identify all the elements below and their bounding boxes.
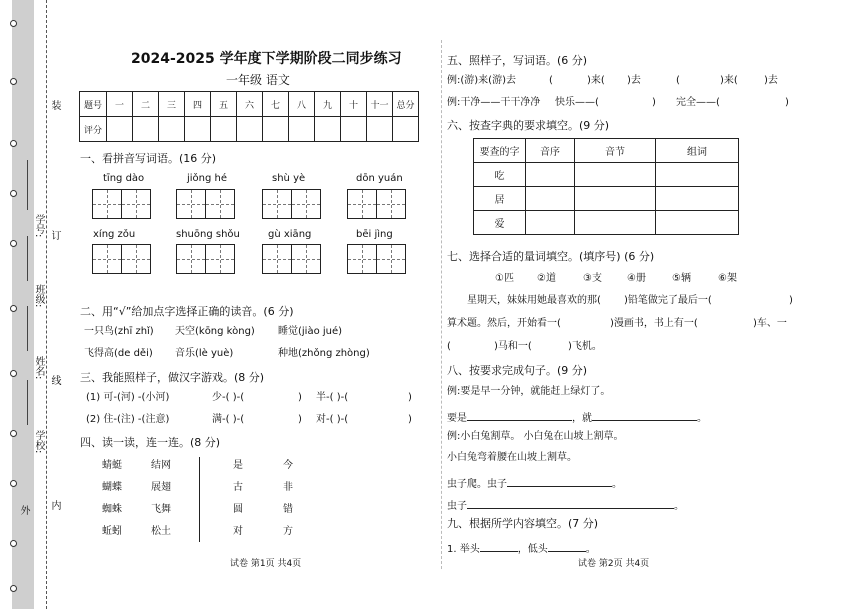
writing-box-pair[interactable] (262, 189, 320, 219)
seal-char: 装 (49, 100, 60, 110)
reading-choice[interactable]: 种地(zhǒng zhòng) (278, 348, 370, 359)
seal-char: 内 (49, 500, 60, 510)
passage-text: 算术题。然后，开始看一( (447, 318, 561, 329)
pinyin-label: dōn yuán (356, 173, 403, 184)
score-input-cell[interactable] (289, 117, 315, 142)
section2-heading: 二、用“√”给加点字选择正确的读音。(6 分) (80, 305, 294, 318)
dict-input-cell[interactable] (656, 163, 739, 187)
section8-heading: 八、按要求完成句子。(9 分) (447, 364, 588, 377)
example-word: 例:干净——干干净净 (447, 97, 541, 108)
reading-choice[interactable]: 一只鸟(zhī zhǐ) (84, 326, 154, 337)
page-footer-right: 试卷 第2页 共4页 (578, 559, 650, 569)
score-header-cell: 总分 (393, 92, 419, 117)
answer-line[interactable] (467, 496, 674, 509)
sentence-fill-prefix: 要是 (447, 413, 467, 424)
writing-box-pair[interactable] (176, 244, 234, 274)
passage-text[interactable]: )车、一 (753, 318, 787, 329)
dict-col-header: 要查的字 (474, 139, 526, 163)
score-table (79, 91, 419, 142)
school-label: 学校: (33, 430, 44, 454)
answer-line[interactable] (507, 474, 612, 487)
char-game-blank-close: ) (408, 392, 412, 403)
cut-line (46, 0, 47, 609)
match-divider (199, 457, 200, 542)
pinyin-label: tīng dào (103, 173, 145, 184)
blank-close[interactable]: )去 (627, 75, 641, 86)
passage-text[interactable]: )马和一( (494, 341, 532, 352)
dict-input-cell[interactable] (575, 163, 656, 187)
match-left-word[interactable]: 蝴蝶 (102, 482, 122, 493)
sentence-fill[interactable] (447, 474, 622, 491)
blank-open[interactable]: 快乐——( (555, 97, 599, 108)
score-input-cell[interactable] (107, 117, 133, 142)
char-game-blank-close: ) (408, 414, 412, 425)
writing-box-pair[interactable] (92, 244, 150, 274)
class-label: 班级: (33, 284, 44, 308)
score-header-cell: 九 (315, 92, 341, 117)
char-game-blank[interactable]: 满-( )-( (212, 414, 245, 425)
score-input-cell[interactable] (393, 117, 419, 142)
dict-input-cell[interactable] (575, 211, 656, 235)
student-id-line (27, 160, 28, 210)
student-id-label: 学号: (33, 214, 44, 238)
match-right-word[interactable]: 飞舞 (151, 504, 171, 515)
binding-hole (10, 430, 17, 437)
pinyin-label: xíng zǒu (93, 229, 136, 240)
binding-hole (10, 20, 17, 27)
page-subtitle: 一年级 语文 (226, 73, 290, 87)
score-header-cell: 三 (159, 92, 185, 117)
antonym-left-char[interactable]: 古 (233, 482, 243, 493)
school-line (27, 380, 28, 425)
match-left-word[interactable]: 蚯蚓 (102, 526, 122, 537)
char-game-blank[interactable]: 少-( )-( (212, 392, 245, 403)
example-word: 例:(游)来(游)去 (447, 75, 516, 86)
sentence-fill-end: 。 (612, 479, 622, 490)
antonym-right-char[interactable]: 方 (283, 526, 293, 537)
section7-heading: 七、选择合适的量词填空。(填序号) (6 分) (447, 250, 655, 263)
sentence-fill-prefix: 虫子爬。虫子 (447, 479, 507, 490)
char-game-blank[interactable]: 对-( )-( (316, 414, 349, 425)
binding-margin (0, 0, 62, 609)
binding-hole (10, 480, 17, 487)
measure-word-option: ⑥架 (718, 273, 737, 284)
score-header-cell: 一 (107, 92, 133, 117)
answer-line[interactable] (467, 408, 572, 421)
dict-input-cell[interactable] (526, 187, 575, 211)
blank-open[interactable]: ( (676, 75, 680, 86)
score-input-cell[interactable] (211, 117, 237, 142)
dict-input-cell[interactable] (526, 163, 575, 187)
reading-choice[interactable]: 睡觉(jiào jué) (278, 326, 343, 337)
dict-input-cell[interactable] (575, 187, 656, 211)
seal-char: 线 (49, 375, 60, 385)
match-right-word[interactable]: 结网 (151, 460, 171, 471)
antonym-left-char[interactable]: 圆 (233, 504, 243, 515)
blank-close[interactable]: )去 (764, 75, 778, 86)
passage-text: 星期天，妹妹用她最喜欢的那( (467, 295, 601, 306)
dict-char: 居 (474, 187, 526, 211)
dict-col-header: 音序 (526, 139, 575, 163)
dict-input-cell[interactable] (656, 187, 739, 211)
writing-box-pair[interactable] (347, 189, 405, 219)
writing-box-pair[interactable] (347, 244, 405, 274)
score-header-cell: 四 (185, 92, 211, 117)
page-footer-left: 试卷 第1页 共4页 (230, 559, 302, 569)
name-line (27, 306, 28, 351)
measure-word-option: ⑤辆 (672, 273, 691, 284)
dict-char: 爱 (474, 211, 526, 235)
section6-heading: 六、按查字典的要求填空。(9 分) (447, 119, 610, 132)
example-sentence: 小白兔弯着腰在山坡上割草。 (447, 452, 577, 463)
char-game-example: (2) 住-(注) -(注意) (86, 414, 170, 425)
sentence-fill[interactable] (447, 496, 684, 513)
binding-hole (10, 190, 17, 197)
score-input-cell[interactable] (133, 117, 159, 142)
blank-mid[interactable]: )来( (720, 75, 738, 86)
section5-heading: 五、照样子，写词语。(6 分) (447, 54, 588, 67)
measure-word-option: ③支 (583, 273, 602, 284)
binding-hole (10, 78, 17, 85)
class-line (27, 236, 28, 281)
score-header-cell: 六 (237, 92, 263, 117)
reading-choice[interactable]: 音乐(lè yuè) (175, 348, 234, 359)
antonym-right-char[interactable]: 今 (283, 460, 293, 471)
measure-word-option: ①匹 (495, 273, 514, 284)
passage-text[interactable]: )飞机。 (568, 341, 602, 352)
sentence-fill-end: 。 (697, 413, 707, 424)
binding-hole (10, 370, 17, 377)
antonym-right-char[interactable]: 错 (283, 504, 293, 515)
score-input-cell[interactable] (185, 117, 211, 142)
sentence-fill-end: 。 (674, 501, 684, 512)
measure-word-option: ④册 (627, 273, 646, 284)
antonym-left-char[interactable]: 对 (233, 526, 243, 537)
antonym-left-char[interactable]: 是 (233, 460, 243, 471)
score-row-label: 评分 (80, 117, 107, 142)
blank-open[interactable]: ( (549, 75, 553, 86)
seal-char: 订 (49, 230, 60, 240)
writing-box-pair[interactable] (262, 244, 320, 274)
reading-choice[interactable]: 天空(kōng kòng) (175, 326, 255, 337)
poem-fill[interactable] (447, 539, 596, 556)
poem-fill-end: 。 (585, 544, 596, 555)
dict-input-cell[interactable] (526, 211, 575, 235)
binding-hole (10, 540, 17, 547)
pinyin-label: jiǒng hé (187, 173, 228, 184)
antonym-right-char[interactable]: 非 (283, 482, 293, 493)
example-sentence: 例:小白兔割草。 小白兔在山坡上割草。 (447, 431, 624, 442)
score-header-cell: 题号 (80, 92, 107, 117)
dict-char: 吃 (474, 163, 526, 187)
binding-hole (10, 140, 17, 147)
score-input-cell[interactable] (315, 117, 341, 142)
match-left-word[interactable]: 蜘蛛 (102, 504, 122, 515)
match-right-word[interactable]: 松土 (151, 526, 171, 537)
page-fold (441, 40, 442, 569)
section1-heading: 一、看拼音写词语。(16 分) (80, 152, 217, 165)
section9-heading: 九、根据所学内容填空。(7 分) (447, 517, 599, 530)
name-label: 姓名: (33, 356, 44, 380)
pinyin-label: gù xiāng (268, 229, 312, 240)
score-input-cell[interactable] (341, 117, 367, 142)
score-header-cell: 八 (289, 92, 315, 117)
passage-text[interactable]: )漫画书，书上有一( (610, 318, 698, 329)
dictionary-table (473, 138, 739, 235)
example-sentence: 例:要是早一分钟，就能赶上绿灯了。 (447, 386, 611, 397)
measure-word-option: ②道 (537, 273, 556, 284)
passage-text[interactable]: ) (789, 295, 793, 306)
writing-box-pair[interactable] (92, 189, 150, 219)
binding-hole (10, 240, 17, 247)
char-game-example: (1) 可-(河) -(小河) (86, 392, 170, 403)
passage-text[interactable]: ( (447, 341, 451, 352)
sentence-fill-mid: ，就 (572, 413, 592, 424)
blank-close[interactable]: ) (652, 97, 656, 108)
section4-heading: 四、读一读，连一连。(8 分) (80, 436, 221, 449)
score-input-cell[interactable] (367, 117, 393, 142)
score-header-cell: 七 (263, 92, 289, 117)
score-input-cell[interactable] (263, 117, 289, 142)
pinyin-label: shuōng shǒu (176, 229, 240, 240)
score-header-cell: 十一 (367, 92, 393, 117)
writing-box-pair[interactable] (176, 189, 234, 219)
blank-mid[interactable]: )来( (587, 75, 605, 86)
dict-col-header: 组词 (656, 139, 739, 163)
char-game-blank-close: ) (298, 392, 302, 403)
binding-hole (10, 585, 17, 592)
page-title: 2024-2025 学年度下学期阶段二同步练习 (131, 51, 402, 67)
answer-line[interactable] (548, 539, 586, 552)
score-header-cell: 二 (133, 92, 159, 117)
dict-col-header: 音节 (575, 139, 656, 163)
sentence-fill[interactable] (447, 408, 707, 425)
seal-char: 外 (18, 505, 29, 515)
dict-input-cell[interactable] (656, 211, 739, 235)
score-input-cell[interactable] (237, 117, 263, 142)
char-game-blank-close: ) (298, 414, 302, 425)
passage-text[interactable]: )铅笔做完了最后一( (624, 295, 712, 306)
blank-close[interactable]: ) (785, 97, 789, 108)
match-left-word[interactable]: 蜻蜓 (102, 460, 122, 471)
sentence-fill-prefix: 虫子 (447, 501, 467, 512)
poem-fill-mid: ，低头 (517, 544, 548, 555)
section3-heading: 三、我能照样子，做汉字游戏。(8 分) (80, 371, 265, 384)
pinyin-label: bēi jìng (356, 229, 393, 240)
score-input-cell[interactable] (159, 117, 185, 142)
blank-open[interactable]: 完全——( (676, 97, 720, 108)
poem-fill-prefix: 1. 举头 (447, 544, 480, 555)
score-header-cell: 十 (341, 92, 367, 117)
char-game-blank[interactable]: 半-( )-( (316, 392, 349, 403)
binding-hole (10, 305, 17, 312)
score-header-cell: 五 (211, 92, 237, 117)
pinyin-label: shù yè (272, 173, 306, 184)
match-right-word[interactable]: 展翅 (151, 482, 171, 493)
answer-line[interactable] (592, 408, 697, 421)
answer-line[interactable] (480, 539, 518, 552)
reading-choice[interactable]: 飞得高(de děi) (84, 348, 153, 359)
